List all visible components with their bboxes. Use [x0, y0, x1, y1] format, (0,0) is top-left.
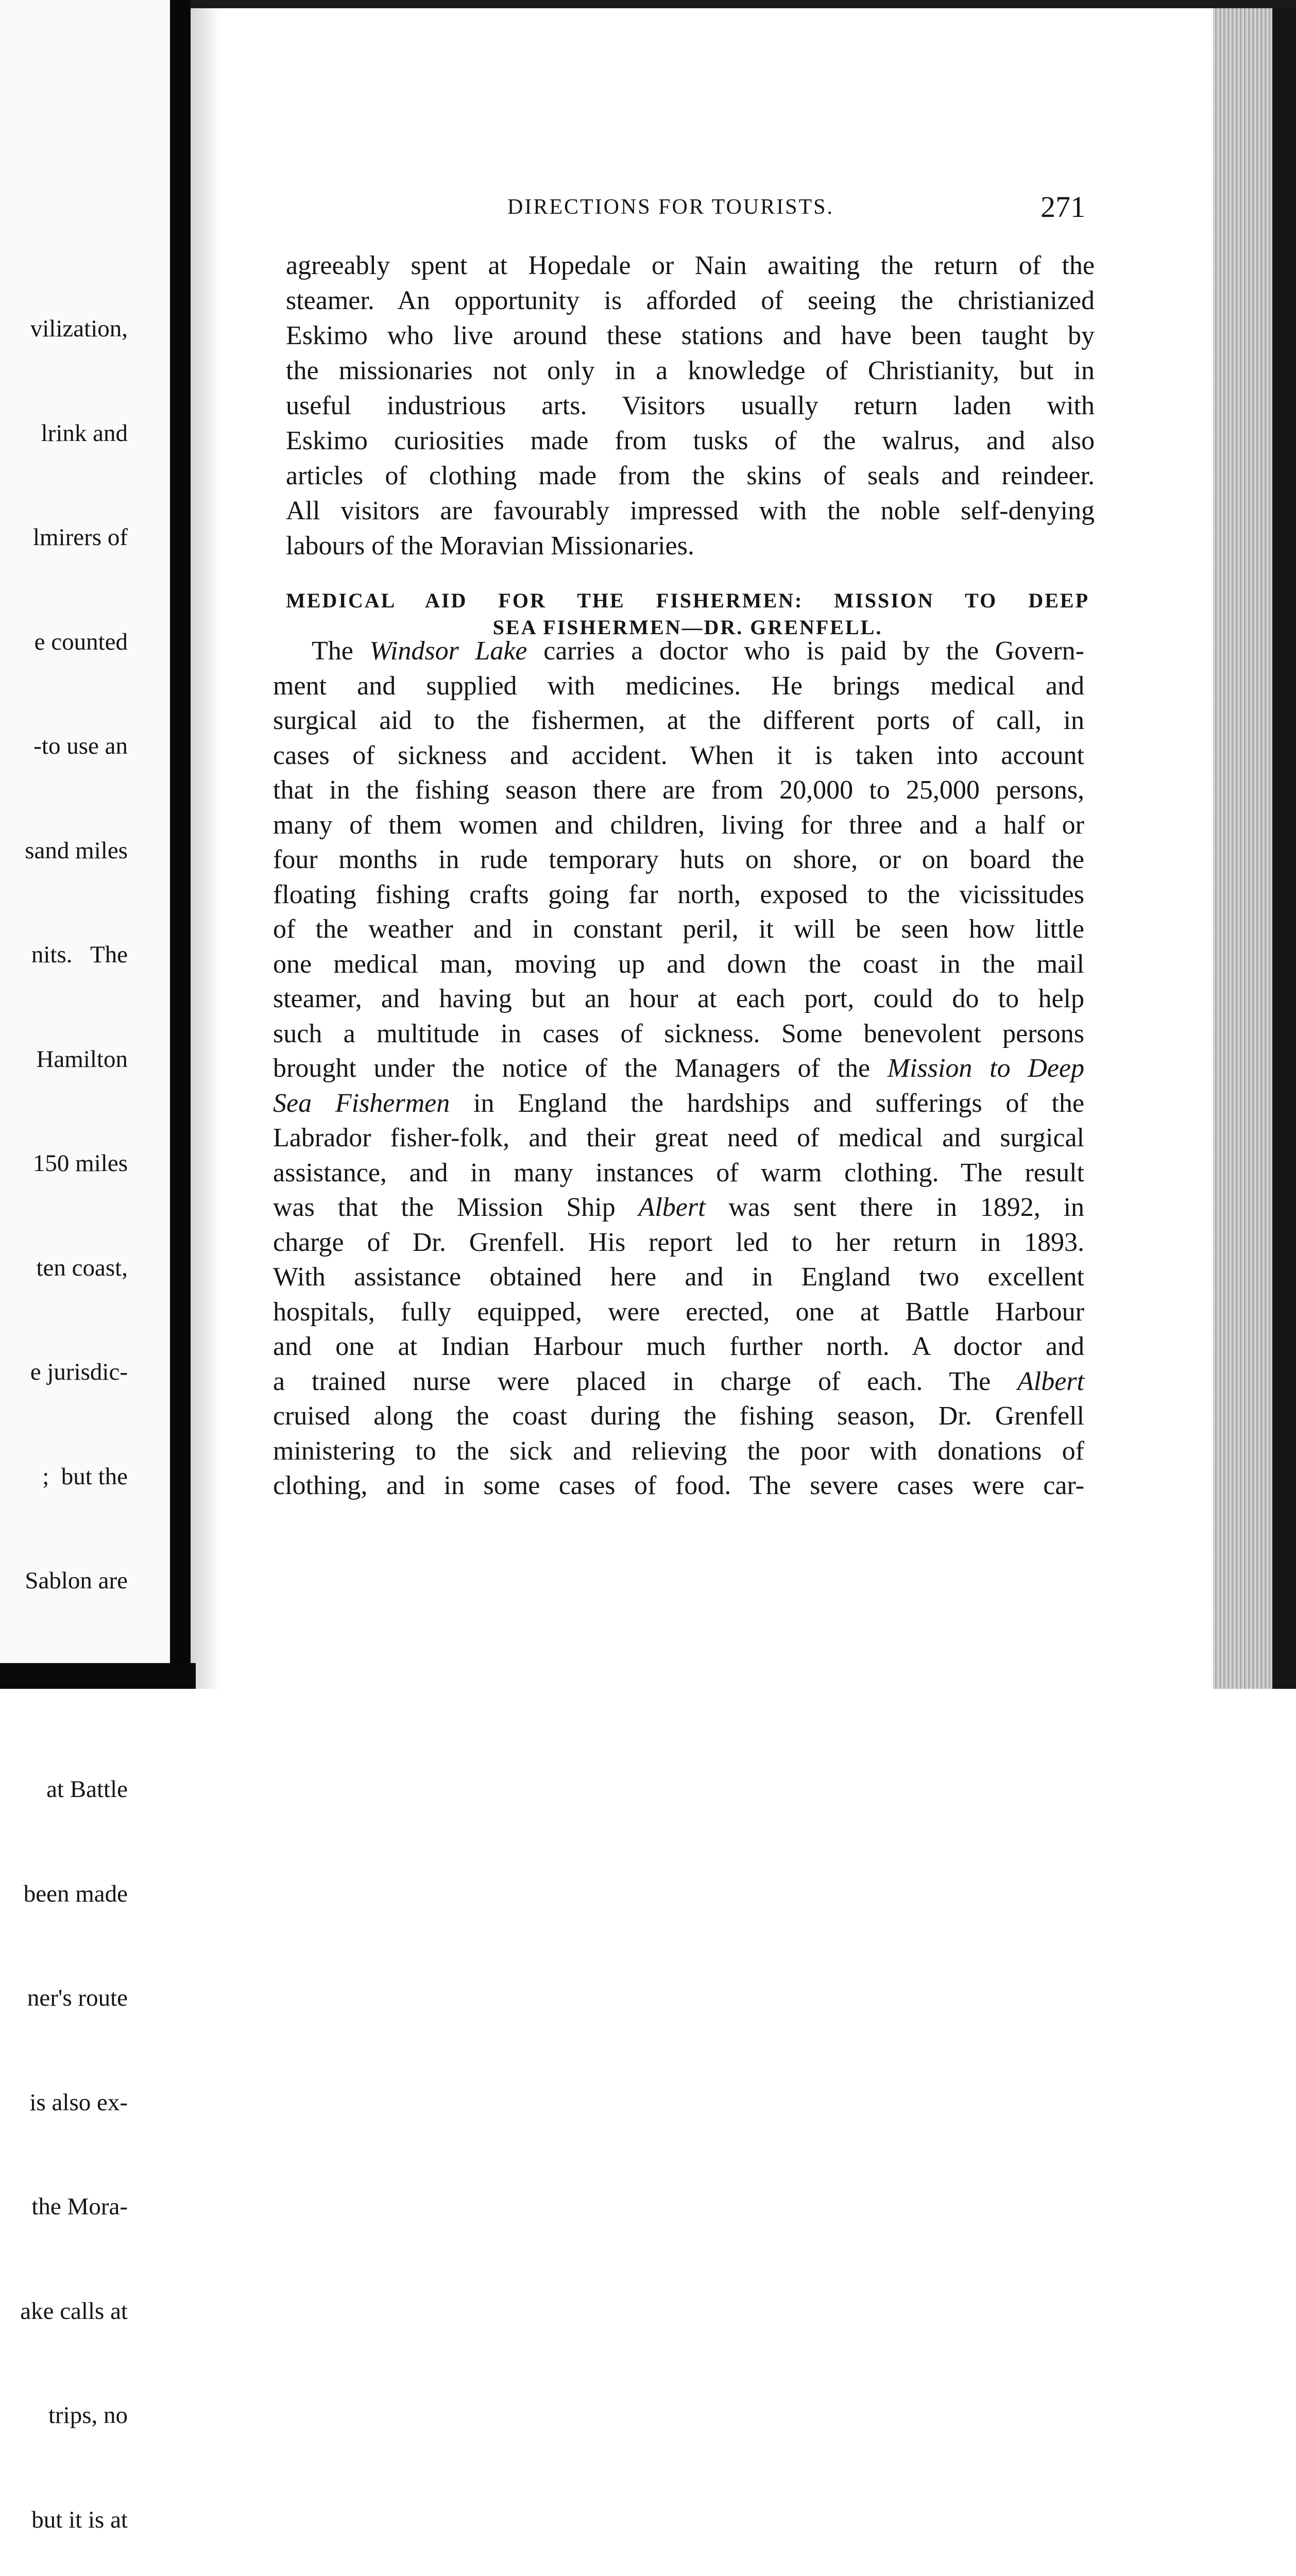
text-line: cases of sickness and accident. When it is taken into account	[273, 740, 1084, 770]
text-line: many of them women and children, living for three and a half or	[273, 810, 1084, 840]
text-line: steamer, and having but an hour at each port, could do to help	[273, 984, 1084, 1013]
facing-page-line: -to use an	[33, 733, 128, 759]
paragraph-medical-aid	[273, 634, 1084, 1503]
text-line: that in the fishing season there are from 20,000 to 25,000 persons,	[273, 775, 1084, 805]
text-line: clothing, and in some cases of food. The severe cases were car-	[273, 1471, 1084, 1500]
text-line: charge of Dr. Grenfell. His report led to her return in 1893.	[273, 1227, 1084, 1257]
facing-page-line: ten coast,	[36, 1254, 128, 1281]
book-gutter	[170, 0, 191, 1689]
text-line: Eskimo curiosities made from tusks of the walrus, and also	[286, 426, 1095, 455]
text-line: steamer. An opportunity is afforded of seeing the christianized	[286, 286, 1095, 315]
text-line: and one at Indian Harbour much further north. A doctor and	[273, 1332, 1084, 1361]
facing-page-line: e counted	[34, 628, 128, 655]
section-heading-line: MEDICAL AID FOR THE FISHERMEN: MISSION TO DEEP	[286, 589, 1089, 612]
mission-name: Sea Fishermen	[273, 1088, 450, 1118]
text-line	[273, 1364, 1084, 1399]
text-run: was sent there in 1892, in	[705, 1193, 1085, 1222]
ship-name: Windsor Lake	[369, 636, 527, 666]
text-run: was that the Mission Ship	[273, 1193, 639, 1222]
text-line: articles of clothing made from the skins of seals and reindeer.	[286, 461, 1095, 490]
running-head: DIRECTIONS FOR TOURISTS.	[507, 195, 834, 219]
text-line: such a multitude in cases of sickness. Some benevolent persons	[273, 1019, 1084, 1048]
scan-bottom-corner	[0, 1663, 196, 1689]
facing-page-line: at Battle	[46, 1776, 128, 1803]
text-line: the missionaries not only in a knowledge of Christianity, but in	[286, 356, 1095, 385]
text-line: cruised along the coast during the fishing season, Dr. Grenfell	[273, 1401, 1084, 1431]
section-heading	[286, 587, 1089, 641]
text-line: useful industrious arts. Visitors usually return laden with	[286, 391, 1095, 420]
text-line: labours of the Moravian Missionaries.	[286, 531, 694, 561]
text-run: The	[312, 636, 370, 666]
facing-page-line: the Mora-	[31, 2193, 128, 2220]
scan-top-border	[191, 0, 1296, 8]
facing-page-line: lmirers of	[32, 524, 128, 551]
text-line: Eskimo who live around these stations and have been taught by	[286, 321, 1095, 350]
text-line: surgical aid to the fishermen, at the different ports of call, in	[273, 706, 1084, 735]
text-line: floating fishing crafts going far north, exposed to the vicissitudes	[273, 879, 1084, 909]
paragraph-continuation	[286, 248, 1095, 564]
facing-page-line: vilization,	[30, 315, 128, 342]
facing-page-line: is also ex-	[29, 2089, 128, 2116]
text-run: a trained nurse were placed in charge of each. The	[273, 1366, 1018, 1396]
ship-name: Albert	[1017, 1366, 1084, 1396]
mission-name: Mission to Deep	[887, 1054, 1084, 1083]
ship-name: Albert	[638, 1193, 706, 1222]
text-line: of the weather and in constant peril, it will be seen how little	[273, 914, 1084, 944]
facing-page-line: e jurisdic-	[30, 1359, 128, 1385]
text-line: one medical man, moving up and down the coast in the mail	[273, 949, 1084, 979]
facing-page-text	[0, 242, 128, 2576]
text-line	[273, 634, 1084, 669]
text-line: ministering to the sick and relieving the poor with donations of	[273, 1436, 1084, 1466]
facing-page-line: Hamilton	[36, 1045, 128, 1073]
facing-page-line: nits. The	[31, 941, 128, 968]
text-line: assistance, and in many instances of warm clothing. The result	[273, 1158, 1084, 1188]
text-line: With assistance obtained here and in England two excellent	[273, 1262, 1084, 1292]
text-run: in England the hardships and sufferings of the	[450, 1088, 1085, 1118]
facing-page-line: lrink and	[41, 419, 128, 447]
facing-page-line: trips, no	[48, 2402, 128, 2429]
text-line: Labrador fisher-folk, and their great need of medical and surgical	[273, 1123, 1084, 1153]
text-line: hospitals, fully equipped, were erected, one at Battle Harbour	[273, 1297, 1084, 1327]
text-line: agreeably spent at Hopedale or Nain awaiting the return of the	[286, 251, 1095, 280]
facing-page-line: been made	[23, 1880, 128, 1907]
text-line	[273, 1190, 1084, 1225]
text-line: four months in rude temporary huts on shore, or on board the	[273, 845, 1084, 874]
text-run: carries a doctor who is paid by the Govern-	[527, 636, 1084, 666]
facing-page-line: ake calls at	[20, 2297, 128, 2325]
section-heading-line: SEA FISHERMEN—DR. GRENFELL.	[492, 616, 883, 639]
text-line: All visitors are favourably impressed with the noble self-denying	[286, 496, 1095, 526]
facing-page-line: ; but the	[42, 1463, 128, 1490]
facing-page	[0, 0, 175, 2533]
text-line: ment and supplied with medicines. He brings medical and	[273, 671, 1084, 701]
text-line	[273, 1051, 1084, 1086]
scan-right-border	[1272, 8, 1296, 1689]
facing-page-line: sand miles	[25, 837, 128, 864]
facing-page-line: Sablon are	[25, 1567, 128, 1594]
facing-page-line: but it is at	[31, 2506, 128, 2533]
gutter-shadow	[191, 0, 221, 1689]
text-line	[273, 1086, 1084, 1121]
facing-page-line: 150 miles	[32, 1150, 128, 1177]
page-number: 271	[1041, 190, 1085, 224]
text-run: brought under the notice of the Managers of the	[273, 1054, 888, 1083]
facing-page-line: ner's route	[27, 1985, 128, 2011]
